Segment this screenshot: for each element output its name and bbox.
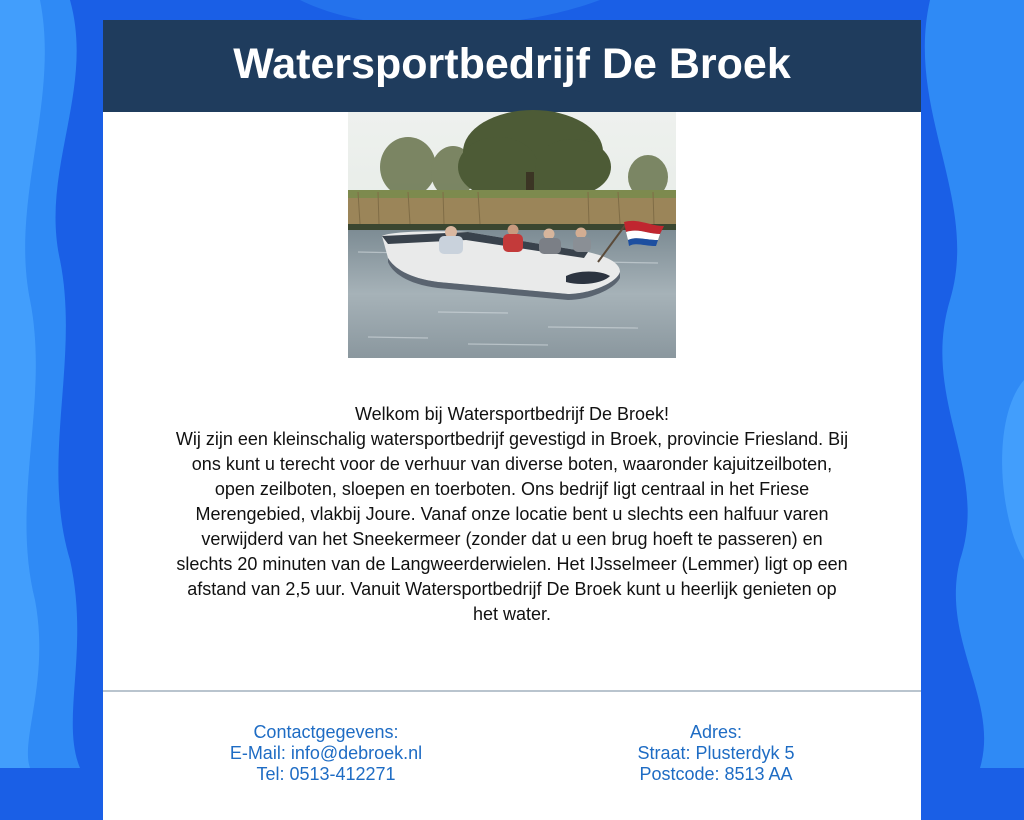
site-header [103, 20, 921, 112]
intro-greeting: Welkom bij Watersportbedrijf De Broek! [354, 404, 670, 424]
site-title: Watersportbedrijf De Broek [233, 39, 791, 88]
contact-email[interactable]: E-Mail: info@debroek.nl [229, 743, 423, 763]
boat-photo [348, 112, 676, 358]
address-section [601, 722, 831, 785]
footer-divider [103, 690, 921, 692]
hero-image [348, 112, 676, 358]
contact-heading: Contactgegevens: [253, 722, 399, 742]
intro-body: Wij zijn een kleinschalig watersportbedrijf gevestigd in Broek, provincie Friesland. Bij ons kunt u terecht voor de verhuur van diverse boten, waaronder kajuitzeilboten, open zeilboten, sloepen en toerboten. Ons bedrijf ligt centraal in het Friese Merengebied, vlakbij Joure. Vanaf onze locatie bent u slechts een halfuur varen verwijderd van het Sneekermeer (zonder dat u een brug hoeft te passeren) en slechts 20 minuten van de Langweerderwielen. Het IJsselmeer (Lemmer) ligt op een afstand van 2,5 uur. Vanuit Watersportbedrijf De Broek kunt u heerlijk genieten op het water. [175, 429, 849, 624]
content-card [103, 20, 921, 820]
address-postcode: Postcode: 8513 AA [639, 764, 793, 784]
address-heading: Adres: [689, 722, 743, 742]
address-street: Straat: Plusterdyk 5 [637, 743, 795, 763]
intro-text [173, 402, 851, 627]
contact-section [211, 722, 441, 785]
contact-phone[interactable]: Tel: 0513-412271 [256, 764, 396, 784]
